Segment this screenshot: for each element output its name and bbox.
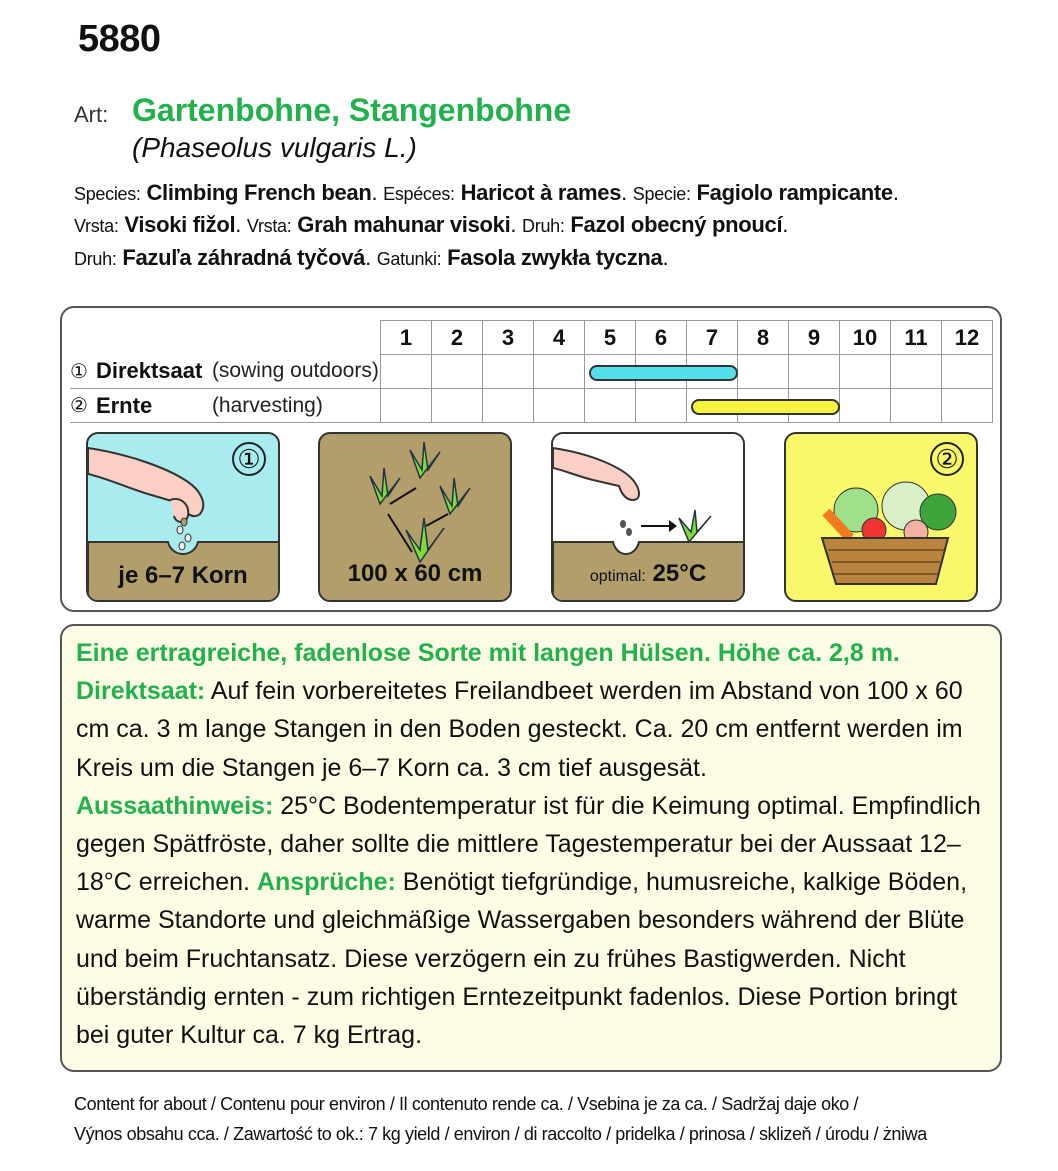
- calendar-cell: [942, 355, 993, 389]
- step-1-icon: ①: [232, 442, 266, 476]
- calendar-cell: [891, 355, 942, 389]
- temp-label: optimal:: [589, 568, 646, 585]
- month-2: 2: [432, 321, 483, 355]
- species-lang-label: Gatunki:: [376, 249, 442, 269]
- harvest-tile: [784, 432, 978, 602]
- sowing-tile: [86, 432, 280, 602]
- harvest-label: Ernte: [95, 392, 153, 418]
- calendar-cell: [432, 389, 483, 423]
- step-2-icon: ②: [930, 442, 964, 476]
- month-7: 7: [687, 321, 738, 355]
- calendar-cell: [483, 355, 534, 389]
- description-paragraph: Auf fein vorbereitetes Freilandbeet werden im Abstand von 100 x 60 cm ca. 3 m lange Stangen in den Boden gesteckt. Ca. 20 cm entfernt werden im Kreis um die Stangen je 6–7 Korn ca. 3 cm tief ausgesät.: [76, 677, 963, 782]
- sowing-calendar: [70, 320, 993, 423]
- species-lang-label: Druh:: [522, 216, 565, 236]
- species-lang-value: Climbing French bean: [146, 180, 372, 205]
- species-lang-value: Fasola zwykła tyczna: [447, 245, 663, 270]
- calendar-cell: [840, 355, 891, 389]
- description-box: [60, 624, 1002, 1072]
- step-2-marker: ②: [70, 395, 88, 417]
- species-lang-value: Fazol obecný pnoucí: [570, 212, 783, 237]
- spacing-caption: 100 x 60 cm: [347, 560, 483, 587]
- spacing-tile: [318, 432, 512, 602]
- species-name: Gartenbohne, Stangenbohne: [132, 92, 572, 128]
- description-paragraph: 25°C Bodentemperatur ist für die Keimung optimal. Empfindlich gegen Spätfröste, daher sollte die mittlere Tagestemperatur bei der Aussaat 12–18°C erreichen.: [76, 791, 981, 897]
- harvest-label-en: (harvesting): [211, 393, 323, 417]
- month-12: 12: [942, 321, 993, 355]
- species-lang-label: Vrsta:: [246, 216, 292, 236]
- product-code: 5880: [78, 18, 161, 60]
- description-heading: Aussaathinweis:: [76, 791, 274, 820]
- species-lang-label: Species:: [74, 184, 141, 204]
- calendar-cell: [738, 355, 789, 389]
- sowing-label-en: (sowing outdoors): [211, 359, 379, 383]
- species-lang-label: Druh:: [74, 249, 117, 269]
- harvest-period-bar: [691, 399, 840, 415]
- calendar-cell: [636, 389, 687, 423]
- calendar-cell: [432, 355, 483, 389]
- art-label: Art:: [74, 102, 109, 127]
- description-heading: Eine ertragreiche, fadenlose Sorte mit langen Hülsen. Höhe ca. 2,8 m.: [76, 639, 900, 667]
- month-9: 9: [789, 321, 840, 355]
- species-lang-label: Specie:: [632, 184, 691, 204]
- calendar-cell: [534, 389, 585, 423]
- month-1: 1: [381, 321, 432, 355]
- species-lang-value: Fagiolo rampicante: [696, 180, 893, 205]
- footer-content-line-1: Content for about / Contenu pour environ / Il contenuto rende ca. / Vsebina je za ca. / Sadržaj daje oko /: [74, 1094, 859, 1114]
- calendar-row-sowing-label: [70, 358, 380, 384]
- calendar-cell: [534, 355, 585, 389]
- species-translations-line-1: Species: Climbing French bean. Espéces: Haricot à rames. Specie: Fagiolo rampicante.: [74, 180, 899, 205]
- species-lang-value: Visoki fižol: [124, 212, 236, 237]
- calendar-cell: [942, 389, 993, 423]
- calendar-cell: [381, 355, 432, 389]
- species-translations-line-2: Vrsta: Visoki fižol. Vrsta: Grah mahunar visoki. Druh: Fazol obecný pnoucí.: [74, 212, 789, 237]
- month-6: 6: [636, 321, 687, 355]
- species-translations-line-3: Druh: Fazuľa záhradná tyčová. Gatunki: Fasola zwykła tyczna.: [74, 245, 669, 270]
- month-10: 10: [840, 321, 891, 355]
- species-lang-value: Haricot à rames: [460, 180, 622, 205]
- footer-content-line-2: Výnos obsahu cca. / Zawartość to ok.: 7 kg yield / environ / di raccolto / pridelka / prinosa / sklizeň / úrodu / żniwa: [74, 1124, 927, 1144]
- calendar-cell: [840, 389, 891, 423]
- latin-name: (Phaseolus vulgaris L.): [132, 132, 417, 163]
- calendar-cell: [789, 355, 840, 389]
- sowing-period-bar: [589, 365, 738, 381]
- month-5: 5: [585, 321, 636, 355]
- calendar-cell: [891, 389, 942, 423]
- month-4: 4: [534, 321, 585, 355]
- month-3: 3: [483, 321, 534, 355]
- species-lang-value: Fazuľa záhradná tyčová: [122, 245, 366, 270]
- calendar-cell: [483, 389, 534, 423]
- temp-value: 25°C: [652, 560, 707, 587]
- sowing-label: Direktsaat: [95, 358, 203, 384]
- description-text: [76, 634, 986, 1054]
- species-lang-value: Grah mahunar visoki: [297, 212, 511, 237]
- month-11: 11: [891, 321, 942, 355]
- sowing-caption: je 6–7 Korn: [118, 562, 248, 589]
- calendar-cell: [381, 389, 432, 423]
- description-heading: Ansprüche:: [256, 868, 396, 897]
- step-1-marker: ①: [70, 360, 88, 383]
- calendar-cell: [585, 389, 636, 423]
- description-paragraph: Benötigt tiefgründige, humusreiche, kalkige Böden, warme Standorte und gleichmäßige Wassergaben besonders während der Blüte und beim Fruchtansatz. Diese verzögern ein zu frühes Bastigwerden. Nicht überständig ernten - zum richtigen Erntezeitpunkt fadenlos. Diese Portion bringt bei guter Kultur ca. 7 kg Ertrag.: [76, 868, 968, 1050]
- species-lang-label: Vrsta:: [74, 216, 119, 236]
- month-8: 8: [738, 321, 789, 355]
- species-lang-label: Espéces:: [383, 184, 455, 204]
- temperature-tile: [551, 432, 745, 602]
- calendar-row-harvest-label: [70, 393, 380, 419]
- vegetable-basket-icon: [786, 434, 978, 602]
- description-heading: Direktsaat:: [76, 677, 206, 706]
